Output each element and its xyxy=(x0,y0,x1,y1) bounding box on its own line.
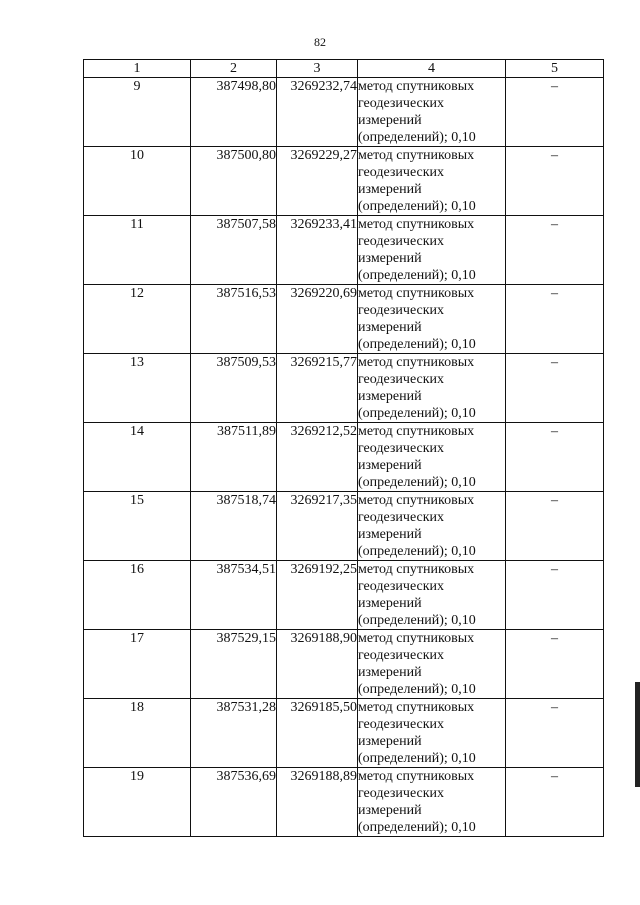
method-line: (определений); 0,10 xyxy=(358,613,476,628)
col5-cell: – xyxy=(506,561,604,630)
col5-cell: – xyxy=(506,423,604,492)
method-line: (определений); 0,10 xyxy=(358,406,476,421)
table-row xyxy=(84,768,604,837)
method-cell xyxy=(358,630,506,699)
table-header xyxy=(84,60,604,78)
method-line: геодезических xyxy=(358,303,445,318)
point-number-cell: 19 xyxy=(84,768,191,837)
col5-cell: – xyxy=(506,354,604,423)
method-line: метод спутниковых xyxy=(358,217,475,232)
header-col-3: 3 xyxy=(277,60,358,78)
method-line: измерений xyxy=(358,734,422,749)
x-coordinate-cell: 387529,15 xyxy=(191,630,277,699)
method-line: геодезических xyxy=(358,510,445,525)
method-line: измерений xyxy=(358,389,422,404)
col5-cell: – xyxy=(506,147,604,216)
method-line: метод спутниковых xyxy=(358,493,475,508)
method-cell xyxy=(358,423,506,492)
col5-cell: – xyxy=(506,768,604,837)
x-coordinate-cell: 387518,74 xyxy=(191,492,277,561)
method-line: метод спутниковых xyxy=(358,562,475,577)
y-coordinate-cell: 3269233,41 xyxy=(277,216,358,285)
x-coordinate-cell: 387498,80 xyxy=(191,78,277,147)
method-cell xyxy=(358,147,506,216)
method-cell xyxy=(358,216,506,285)
point-number-cell: 18 xyxy=(84,699,191,768)
method-line: измерений xyxy=(358,527,422,542)
point-number-cell: 10 xyxy=(84,147,191,216)
table-row xyxy=(84,78,604,147)
method-line: измерений xyxy=(358,803,422,818)
method-line: (определений); 0,10 xyxy=(358,682,476,697)
x-coordinate-cell: 387534,51 xyxy=(191,561,277,630)
method-line: метод спутниковых xyxy=(358,631,475,646)
method-cell xyxy=(358,78,506,147)
col5-cell: – xyxy=(506,216,604,285)
coordinates-table xyxy=(83,59,604,837)
table-row xyxy=(84,561,604,630)
method-line: измерений xyxy=(358,251,422,266)
point-number-cell: 17 xyxy=(84,630,191,699)
method-line: метод спутниковых xyxy=(358,769,475,784)
col5-cell: – xyxy=(506,630,604,699)
point-number-cell: 16 xyxy=(84,561,191,630)
header-col-4: 4 xyxy=(358,60,506,78)
method-line: измерений xyxy=(358,458,422,473)
x-coordinate-cell: 387536,69 xyxy=(191,768,277,837)
method-line: геодезических xyxy=(358,648,445,663)
method-line: (определений); 0,10 xyxy=(358,337,476,352)
y-coordinate-cell: 3269232,74 xyxy=(277,78,358,147)
method-cell xyxy=(358,354,506,423)
method-line: измерений xyxy=(358,665,422,680)
x-coordinate-cell: 387507,58 xyxy=(191,216,277,285)
method-line: геодезических xyxy=(358,786,445,801)
point-number-cell: 9 xyxy=(84,78,191,147)
method-line: (определений); 0,10 xyxy=(358,199,476,214)
col5-cell: – xyxy=(506,78,604,147)
method-cell xyxy=(358,285,506,354)
method-cell xyxy=(358,561,506,630)
method-line: измерений xyxy=(358,182,422,197)
col5-cell: – xyxy=(506,492,604,561)
y-coordinate-cell: 3269220,69 xyxy=(277,285,358,354)
point-number-cell: 14 xyxy=(84,423,191,492)
method-line: геодезических xyxy=(358,441,445,456)
point-number-cell: 12 xyxy=(84,285,191,354)
y-coordinate-cell: 3269212,52 xyxy=(277,423,358,492)
point-number-cell: 13 xyxy=(84,354,191,423)
y-coordinate-cell: 3269229,27 xyxy=(277,147,358,216)
point-number-cell: 15 xyxy=(84,492,191,561)
x-coordinate-cell: 387509,53 xyxy=(191,354,277,423)
method-line: метод спутниковых xyxy=(358,148,475,163)
y-coordinate-cell: 3269192,25 xyxy=(277,561,358,630)
col5-cell: – xyxy=(506,699,604,768)
point-number-cell: 11 xyxy=(84,216,191,285)
table-row xyxy=(84,147,604,216)
method-line: метод спутниковых xyxy=(358,424,475,439)
method-line: геодезических xyxy=(358,165,445,180)
scan-edge-mark xyxy=(635,682,640,787)
method-cell xyxy=(358,768,506,837)
method-line: (определений); 0,10 xyxy=(358,544,476,559)
page-number: 82 xyxy=(314,35,326,49)
table-body xyxy=(84,78,604,837)
method-cell xyxy=(358,699,506,768)
method-line: метод спутниковых xyxy=(358,79,475,94)
header-row xyxy=(84,60,604,78)
method-line: метод спутниковых xyxy=(358,286,475,301)
method-line: геодезических xyxy=(358,234,445,249)
method-line: измерений xyxy=(358,113,422,128)
method-line: (определений); 0,10 xyxy=(358,820,476,835)
x-coordinate-cell: 387516,53 xyxy=(191,285,277,354)
y-coordinate-cell: 3269188,89 xyxy=(277,768,358,837)
method-line: геодезических xyxy=(358,717,445,732)
method-line: метод спутниковых xyxy=(358,700,475,715)
method-line: геодезических xyxy=(358,579,445,594)
header-col-2: 2 xyxy=(191,60,277,78)
y-coordinate-cell: 3269188,90 xyxy=(277,630,358,699)
method-line: (определений); 0,10 xyxy=(358,475,476,490)
table-row xyxy=(84,492,604,561)
header-col-5: 5 xyxy=(506,60,604,78)
table-row xyxy=(84,423,604,492)
method-line: измерений xyxy=(358,596,422,611)
col5-cell: – xyxy=(506,285,604,354)
method-line: метод спутниковых xyxy=(358,355,475,370)
y-coordinate-cell: 3269215,77 xyxy=(277,354,358,423)
x-coordinate-cell: 387531,28 xyxy=(191,699,277,768)
method-line: (определений); 0,10 xyxy=(358,130,476,145)
method-line: геодезических xyxy=(358,372,445,387)
table-row xyxy=(84,630,604,699)
table-row xyxy=(84,699,604,768)
table-row xyxy=(84,285,604,354)
method-line: геодезических xyxy=(358,96,445,111)
table-row xyxy=(84,216,604,285)
method-line: (определений); 0,10 xyxy=(358,268,476,283)
y-coordinate-cell: 3269185,50 xyxy=(277,699,358,768)
method-line: (определений); 0,10 xyxy=(358,751,476,766)
method-cell xyxy=(358,492,506,561)
table-row xyxy=(84,354,604,423)
method-line: измерений xyxy=(358,320,422,335)
x-coordinate-cell: 387500,80 xyxy=(191,147,277,216)
x-coordinate-cell: 387511,89 xyxy=(191,423,277,492)
header-col-1: 1 xyxy=(84,60,191,78)
y-coordinate-cell: 3269217,35 xyxy=(277,492,358,561)
